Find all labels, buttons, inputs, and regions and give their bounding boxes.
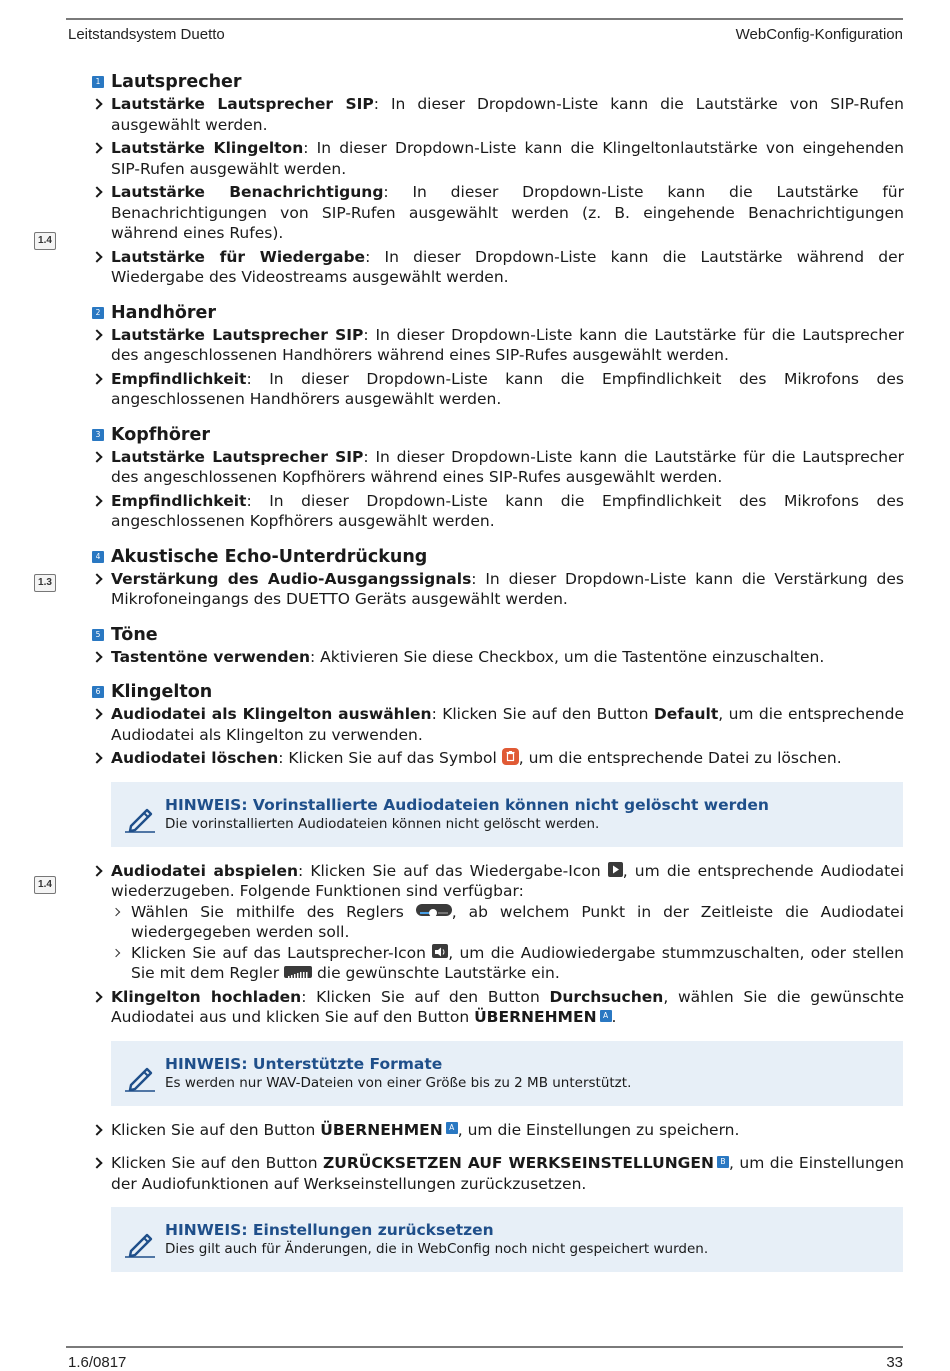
play-icon	[608, 862, 623, 877]
item-text: Klicken Sie auf das Lautsprecher-Icon	[131, 943, 433, 962]
section-title	[92, 70, 904, 94]
item-text: : In dieser Dropdown-Liste kann die Lautstärke von SIP-Rufen ausgewählt werden.	[111, 95, 904, 134]
item-term: Lautstärke Klingelton	[111, 139, 304, 157]
section-title	[92, 623, 904, 647]
callout-badge-a: A	[600, 1010, 612, 1022]
section-number-badge: 2	[92, 307, 104, 319]
item-text: : In dieser Dropdown-Liste kann die Verstärkung des Mikrofoneingangs des DUETTO Geräts ausgewählt werden.	[111, 569, 904, 608]
item-text: : Klicken Sie auf das Symbol	[278, 749, 502, 767]
item-term: Empfindlichkeit	[111, 491, 247, 510]
item-text: : In dieser Dropdown-Liste kann die Klingeltonlautstärke von eingehenden SIP-Rufen ausgewählt werden.	[111, 139, 904, 178]
item-term: Audiodatei löschen	[111, 749, 279, 767]
note-box	[111, 1041, 903, 1106]
footer-version: 1.6/0817	[68, 1354, 127, 1371]
list-item	[92, 1120, 904, 1141]
trash-icon	[502, 748, 519, 765]
section-title-text: Akustische Echo-Unterdrückung	[111, 546, 428, 567]
list-item	[92, 325, 904, 366]
callout-badge-a: A	[446, 1122, 458, 1134]
list-item	[92, 861, 904, 984]
item-text: : In dieser Dropdown-Liste kann die Lautstärke für die Lautsprecher des angeschlossenen Kopfhörers während eines SIP-Rufes ausgewählt werden.	[111, 447, 904, 486]
section-number-badge: 4	[92, 551, 104, 563]
section-kopfhoerer	[92, 423, 904, 532]
section-title	[92, 545, 904, 569]
note-title: HINWEIS: Vorinstallierte Audiodateien können nicht gelöscht werden	[165, 795, 769, 814]
item-text: : Klicken Sie auf den Button	[431, 705, 654, 723]
section-echo-unterdrueckung	[92, 545, 904, 610]
note-text: Es werden nur WAV-Dateien von einer Größe bis zu 2 MB unterstützt.	[165, 1074, 632, 1091]
item-text: die gewünschte Lautstärke ein.	[312, 964, 560, 982]
item-term: Lautstärke Lautsprecher SIP	[111, 325, 364, 344]
list-item	[92, 569, 904, 610]
item-text: , um die entsprechende Audiodatei als Klingelton zu verwenden.	[111, 705, 904, 744]
item-term: Audiodatei abspielen	[111, 861, 299, 880]
section-title-text: Kopfhörer	[111, 424, 211, 445]
page-number: 33	[886, 1354, 903, 1371]
item-text: : In dieser Dropdown-Liste kann die Empfindlichkeit des Mikrofons des angeschlossenen Handhörers ausgewählt werden.	[111, 369, 904, 408]
item-term: Tastentöne verwenden	[111, 647, 310, 666]
section-lautsprecher	[92, 70, 904, 288]
item-text: , um die Audiowiedergabe stummzuschalten, oder stellen Sie mit dem Regler	[131, 943, 904, 982]
apply-button-label: ÜBERNEHMEN	[474, 1008, 597, 1026]
section-number-badge: 3	[92, 429, 104, 441]
item-text: , um die Einstellungen der Audiofunktionen auf Werkseinstellungen zurückzusetzen.	[111, 1154, 904, 1193]
callout-badge-b: B	[717, 1156, 729, 1168]
item-term: Lautstärke Benachrichtigung	[111, 183, 384, 201]
section-title-text: Lautsprecher	[111, 72, 242, 92]
item-text: , um die entsprechende Audiodatei wiederzugeben. Folgende Funktionen sind verfügbar:	[111, 861, 905, 900]
note-text: Dies gilt auch für Änderungen, die in WebConfig noch nicht gespeichert wurden.	[165, 1241, 709, 1257]
section-toene	[92, 623, 904, 668]
list-item	[92, 247, 904, 288]
section-title	[92, 423, 904, 447]
margin-mark: 1.4	[34, 876, 56, 894]
item-text: .	[611, 1008, 617, 1026]
list-item	[92, 647, 904, 668]
item-text: , wählen Sie die gewünschte Audiodatei aus und klicken Sie auf den Button	[111, 987, 904, 1026]
section-title-text: Handhörer	[111, 302, 217, 323]
item-text: Klicken Sie auf den Button	[111, 1154, 324, 1172]
note-title: HINWEIS: Unterstützte Formate	[165, 1054, 443, 1073]
list-item	[92, 491, 904, 532]
item-term: Verstärkung des Audio-Ausgangssignals	[111, 569, 472, 588]
section-number-badge: 5	[92, 629, 104, 641]
item-term: Empfindlichkeit	[111, 369, 247, 388]
item-text: : Klicken Sie auf den Button	[301, 987, 550, 1006]
pencil-icon	[123, 1225, 157, 1259]
list-item	[92, 704, 904, 745]
browse-button-label: Durchsuchen	[549, 987, 664, 1006]
pencil-icon	[123, 1059, 157, 1093]
list-item	[92, 987, 904, 1028]
section-number-badge: 1	[92, 76, 104, 88]
list-item	[92, 369, 904, 410]
item-term: Lautstärke für Wiedergabe	[111, 247, 366, 266]
item-term: Lautstärke Lautsprecher SIP	[111, 95, 374, 113]
item-text: : In dieser Dropdown-Liste kann die Lautstärke für Benachrichtigungen von SIP-Rufen ausgewählt werden (z. B. eingehende Benachrichtigungen während eines Rufes).	[111, 183, 904, 242]
section-title-text: Töne	[111, 624, 158, 645]
item-text: : Klicken Sie auf das Wiedergabe-Icon	[298, 861, 608, 880]
margin-mark: 1.3	[34, 574, 56, 592]
item-text: : In dieser Dropdown-Liste kann die Lautstärke während der Wiedergabe des Videostreams ausgewählt werden.	[111, 247, 905, 286]
main-content	[92, 70, 904, 1272]
item-text: : In dieser Dropdown-Liste kann die Lautstärke für die Lautsprecher des angeschlossenen Handhörers während eines SIP-Rufes ausgewählt werden.	[111, 325, 904, 364]
item-text: , um die Einstellungen zu speichern.	[457, 1120, 740, 1139]
item-text: Wählen Sie mithilfe des Reglers	[131, 902, 416, 921]
list-item	[92, 447, 904, 488]
speaker-icon	[432, 944, 448, 958]
item-term: Lautstärke Lautsprecher SIP	[111, 447, 364, 466]
note-title: HINWEIS: Einstellungen zurücksetzen	[165, 1221, 494, 1239]
section-title	[92, 680, 904, 704]
item-text: : Aktivieren Sie diese Checkbox, um die Tastentöne einzuschalten.	[310, 647, 825, 666]
reset-button-label: ZURÜCKSETZEN AUF WERKSEINSTELLUNGEN	[323, 1154, 714, 1172]
item-text: Klicken Sie auf den Button	[111, 1120, 321, 1139]
slider-icon	[416, 904, 452, 916]
list-item	[92, 182, 904, 244]
margin-mark: 1.4	[34, 232, 56, 250]
section-title	[92, 301, 904, 325]
apply-button-label: ÜBERNEHMEN	[320, 1120, 443, 1139]
sub-list-item	[111, 943, 904, 984]
note-box	[111, 1207, 903, 1272]
section-title-text: Klingelton	[111, 682, 213, 702]
item-text: , ab welchem Punkt in der Zeitleiste die Audiodatei wiedergegeben werden soll.	[131, 902, 904, 941]
page-footer	[66, 1346, 903, 1371]
sub-list-item	[111, 902, 904, 943]
pencil-icon	[123, 800, 157, 834]
list-item	[92, 94, 904, 135]
list-item	[92, 138, 904, 179]
volume-slider-icon	[284, 966, 312, 978]
item-text: , um die entsprechende Datei zu löschen.	[518, 749, 842, 767]
default-button-label: Default	[653, 705, 719, 723]
list-item	[92, 748, 904, 769]
list-item	[92, 1153, 904, 1194]
section-klingelton	[92, 680, 904, 769]
item-term: Klingelton hochladen	[111, 987, 302, 1006]
header-left: Leitstandsystem Duetto	[68, 26, 225, 43]
note-box	[111, 782, 903, 847]
page-header	[66, 18, 903, 43]
item-text: : In dieser Dropdown-Liste kann die Empfindlichkeit des Mikrofons des angeschlossenen Kopfhörers ausgewählt werden.	[111, 491, 904, 530]
note-text: Die vorinstallierten Audiodateien können nicht gelöscht werden.	[165, 815, 600, 832]
section-number-badge: 6	[92, 686, 104, 698]
item-term: Audiodatei als Klingelton auswählen	[111, 705, 432, 723]
section-handhoerer	[92, 301, 904, 410]
header-right: WebConfig-Konfiguration	[735, 26, 903, 43]
